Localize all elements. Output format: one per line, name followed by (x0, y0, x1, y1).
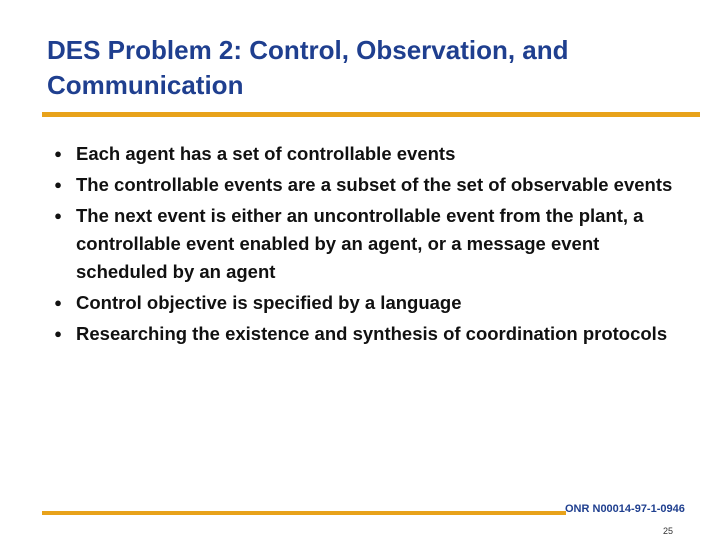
bullet-text: Researching the existence and synthesis of coordination protocols (76, 323, 668, 344)
bullet-text: The next event is either an uncontrollable event from the plant, a controllable event enabled by an agent, or a message event scheduled by an agent (76, 205, 644, 282)
bullet-dot-icon: ● (54, 326, 62, 341)
bullet-item (52, 320, 692, 348)
page-number: 25 (662, 526, 673, 536)
bullet-item (52, 140, 692, 168)
footer-divider (42, 511, 566, 515)
bullet-item (52, 171, 692, 199)
bullet-item (52, 202, 692, 286)
bullet-dot-icon: ● (54, 177, 62, 192)
title-divider (42, 112, 700, 117)
slide-title: DES Problem 2: Control, Observation, and Communication (47, 35, 569, 100)
grant-code: ONR N00014-97-1-0946 (565, 503, 685, 515)
bullet-dot-icon: ● (54, 146, 62, 161)
bullet-item (52, 289, 692, 317)
bullet-text: Each agent has a set of controllable events (76, 143, 456, 164)
bullet-text: Control objective is specified by a language (76, 292, 462, 313)
bullet-dot-icon: ● (54, 208, 62, 223)
bullet-dot-icon: ● (54, 295, 62, 310)
bullet-list (52, 140, 692, 351)
bullet-text: The controllable events are a subset of the set of observable events (76, 174, 673, 195)
